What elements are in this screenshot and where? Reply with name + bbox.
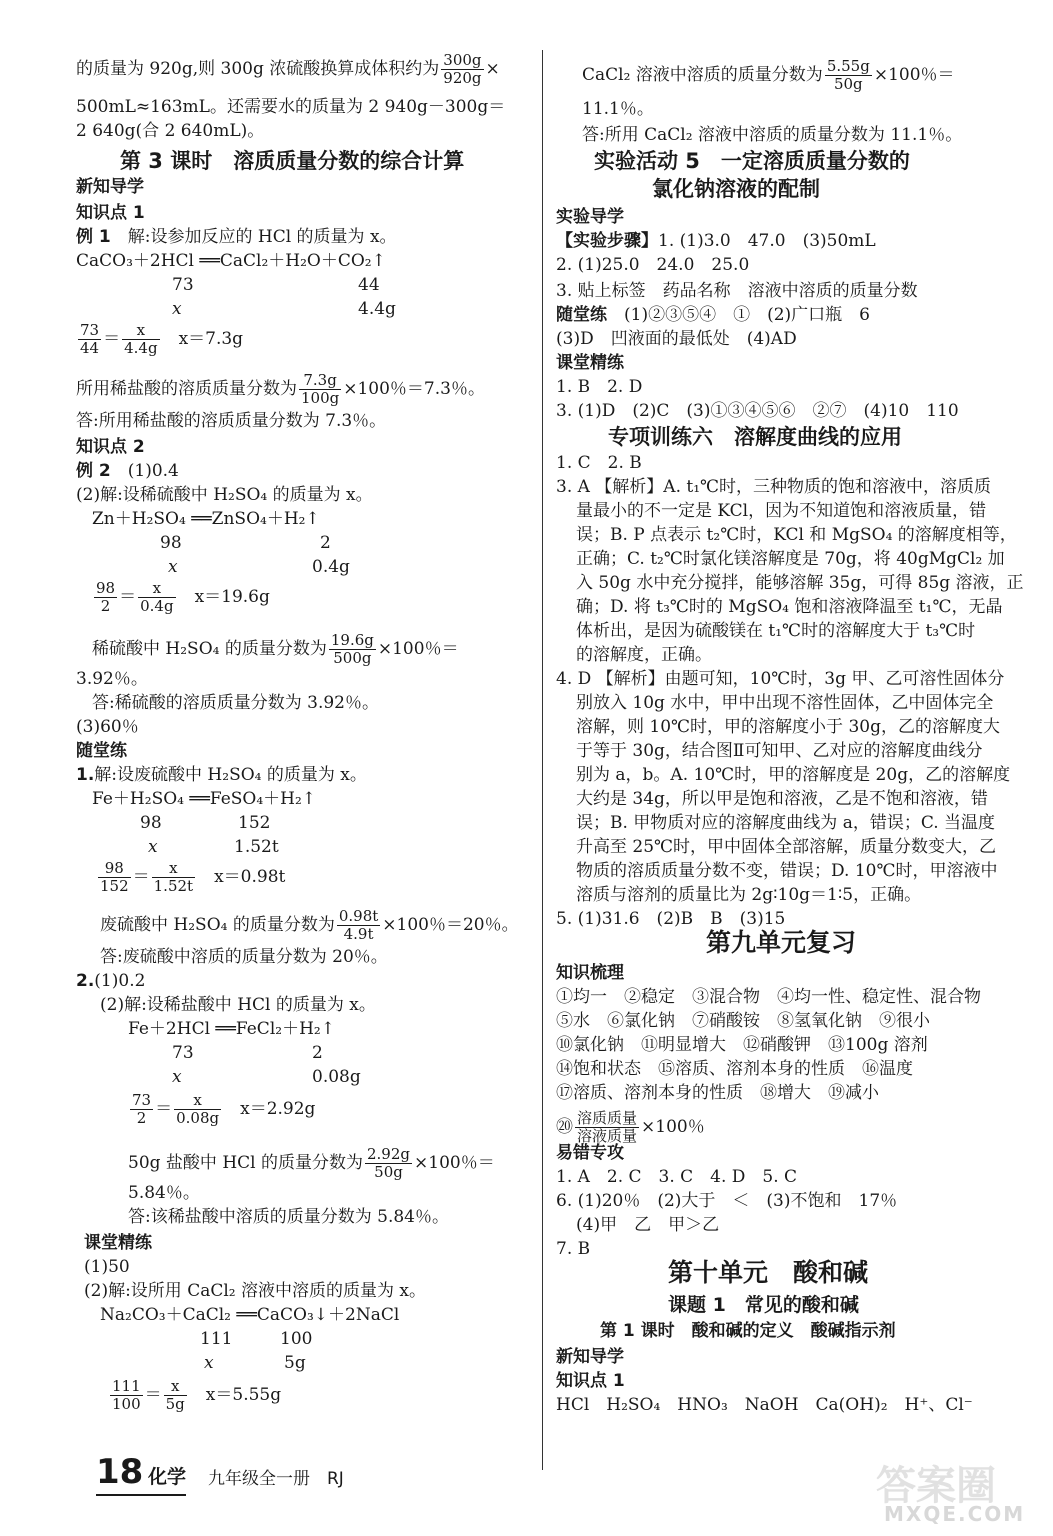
text-line: ⑤水 ⑥氯化钠 ⑦硝酸铵 ⑧氢氧化钠 ⑨很小 [556,1011,930,1031]
text-line: 1. A 2. C 3. C 4. D 5. C [556,1167,798,1187]
text-line: 3. 贴上标签 药品名称 溶液中溶质的质量分数 [556,281,918,301]
section-heading: 易错专攻 [556,1143,624,1163]
text-line: 1. C 2. B [556,453,642,473]
knowledge-point-heading: 知识点 2 [76,437,145,457]
unknown: x [172,1067,182,1087]
text-line: ⑰溶质、溶剂本身的性质 ⑱增大 ⑲减小 [556,1083,879,1103]
percent-line: 废硫酸中 H₂SO₄ 的质量分数为 $\frac{0.98t}{4.9t}$ ×100％＝20％。 [100,907,519,943]
chemical-equation: Fe＋H₂SO₄ ══FeSO₄＋H₂↑ [92,789,317,809]
experiment-title: 氯化钠溶液的配制 [652,177,820,201]
answer-line: 答:所用稀盐酸的溶质质量分数为 7.3％。 [76,411,387,431]
section-heading: 课堂精练 [84,1233,152,1253]
text-line: 5.84％。 [128,1183,200,1203]
text-line: (4)甲 乙 甲＞乙 [576,1215,720,1235]
molar-mass: 2 [312,1043,323,1063]
paragraph-line: 升高至 25℃时，甲中固体全部溶解，质量分数变大，乙 [576,837,997,857]
paragraph-line: 确；D. 将 t₃℃时的 MgSO₄ 饱和溶液降温至 t₁℃，无晶 [576,597,1003,617]
paragraph-line: 4. D 【解析】由题可知，10℃时，3g 甲、乙可溶性固体分 [556,669,1005,689]
lesson-title: 第 3 课时 溶质质量分数的综合计算 [120,149,465,173]
paragraph-line: 的溶解度，正确。 [576,645,712,665]
formula-line: ⑳ $\frac{\text{溶质质量}}{\text{溶液质量}}$ ×100％ [556,1109,705,1145]
answer-line: 答:该稀盐酸中溶质的质量分数为 5.84％。 [128,1207,449,1227]
watermark-url: MXQE.COM [884,1502,1026,1526]
answer-line: 答:废硫酸中溶质的质量分数为 20％。 [100,947,388,967]
text-line: 5. (1)31.6 (2)B B (3)15 [556,909,786,929]
section-heading: 随堂练 [76,741,127,761]
knowledge-point-heading: 知识点 1 [76,203,145,223]
text-line: (2)解:设稀硫酸中 H₂SO₄ 的质量为 x。 [76,485,373,505]
known-mass: 0.08g [312,1067,361,1087]
knowledge-point-heading: 知识点 1 [556,1371,625,1391]
section-heading: 课堂精练 [556,353,624,373]
paragraph-line: 体析出，是因为硫酸镁在 t₁℃时的溶解度大于 t₃℃时 [576,621,976,641]
text-line: 的质量为 920g,则 300g 浓硫酸换算成体积约为 $\frac{300g}{920g}$ × [76,51,500,87]
fraction: $\frac{300g}{920g}$ [443,51,482,87]
text-line: 3. (1)D (2)C (3)①③④⑤⑥ ②⑦ (4)10 110 [556,401,959,421]
paragraph-line: 量最小的不一定是 KCl，因为不知道饱和溶液质量，错 [576,501,987,521]
molar-mass: 98 [160,533,182,553]
text-line: (1)50 [84,1257,130,1277]
chemical-equation: Zn＋H₂SO₄ ══ZnSO₄＋H₂↑ [92,509,320,529]
chemical-equation: Na₂CO₃＋CaCl₂ ══CaCO₃↓＋2NaCl [100,1305,400,1325]
text-line: HCl H₂SO₄ HNO₃ NaOH Ca(OH)₂ H⁺、Cl⁻ [556,1395,973,1415]
text-line: ⑭饱和状态 ⑮溶质、溶剂本身的性质 ⑯温度 [556,1059,913,1079]
known-mass: 4.4g [358,299,396,319]
text-line: 1. B 2. D [556,377,643,397]
text-line: ①均一 ②稳定 ③混合物 ④均一性、稳定性、混合物 [556,987,981,1007]
molar-mass: 2 [320,533,331,553]
paragraph-line: 于等于 30g，结合图Ⅱ可知甲、乙对应的溶解度曲线分 [576,741,983,761]
question-line: 2.(1)0.2 [76,971,146,991]
section-heading: 新知导学 [76,177,144,197]
column-divider [542,50,543,1470]
molar-mass: 152 [238,813,271,833]
percent-line: CaCl₂ 溶液中溶质的质量分数为 $\frac{5.55g}{50g}$ ×100％＝ [582,57,955,93]
unknown: x [204,1353,214,1373]
known-mass: 5g [284,1353,306,1373]
paragraph-line: 溶质与溶剂的质量比为 2g∶10g＝1∶5，正确。 [576,885,922,905]
paragraph-line: 3. A 【解析】A. t₁℃时，三种物质的饱和溶液中，溶质质 [556,477,992,497]
text-line: (2)解:设稀盐酸中 HCl 的质量为 x。 [100,995,376,1015]
experiment-title: 实验活动 5 一定溶质质量分数的 [594,149,910,173]
lesson-title: 第 1 课时 酸和碱的定义 酸碱指示剂 [600,1321,896,1341]
watermark-logo [876,1454,1036,1530]
section-title: 专项训练六 溶解度曲线的应用 [608,425,902,449]
molar-mass: 44 [358,275,380,295]
paragraph-line: 别放入 10g 水中，甲中出现不溶性固体，乙中固体完全 [576,693,994,713]
text-line: 6. (1)20％ (2)大于 ＜ (3)不饱和 17％ [556,1191,898,1211]
molar-mass: 98 [140,813,162,833]
proportion: $\frac{73}{44}$ ＝ $\frac{x}{4.4g}$ x＝7.3g [80,321,244,357]
paragraph-line: 溶解，则 10℃时，甲的溶解度小于 30g，乙的溶解度大 [576,717,1000,737]
example-line: 例 2 (1)0.4 [76,461,179,481]
text-line: ⑩氯化钠 ⑪明显增大 ⑫硝酸钾 ⑬100g 溶剂 [556,1035,928,1055]
footer-rule [96,1494,186,1496]
text-line: 11.1％。 [582,99,654,119]
paragraph-line: 正确；C. t₂℃时氯化镁溶解度是 70g，将 40gMgCl₂ 加 [576,549,1005,569]
answer-line: 答:稀硫酸的溶质质量分数为 3.92％。 [92,693,379,713]
text-line: (3)D 凹液面的最低处 (4)AD [556,329,797,349]
text-line: 500mL≈163mL。还需要水的质量为 2 940g－300g＝ [76,97,506,117]
unit-review-title: 第九单元复习 [706,928,857,957]
page-number: 18 [96,1452,144,1492]
grade-label: 九年级全一册 RJ [208,1469,344,1489]
molar-mass: 73 [172,275,194,295]
unknown: x [168,557,178,577]
subject-label: 化学 [148,1466,187,1488]
paragraph-line: 物质的溶质质量分数不变，错误；D. 10℃时，甲溶液中 [576,861,998,881]
molar-mass: 111 [200,1329,233,1349]
text-line: 2. (1)25.0 24.0 25.0 [556,255,750,275]
text-line: 3.92％。 [76,669,148,689]
watermark-text: 答案圈 [876,1463,996,1509]
text-line: (3)60％ [76,717,139,737]
topic-title: 课题 1 常见的酸和碱 [668,1294,859,1316]
known-mass: 1.52t [234,837,279,857]
molar-mass: 100 [280,1329,313,1349]
percent-line: 所用稀盐酸的溶质质量分数为 $\frac{7.3g}{100g}$ ×100％＝7.3％。 [76,371,485,407]
text-line: 2 640g(合 2 640mL)。 [76,121,265,141]
proportion: $\frac{98}{152}$ ＝ $\frac{x}{1.52t}$ x＝0.98t [100,859,286,895]
unknown: x [148,837,158,857]
section-heading: 知识梳理 [556,963,624,983]
section-heading: 新知导学 [556,1347,624,1367]
text-line: 【实验步骤】1. (1)3.0 47.0 (3)50mL [556,231,876,251]
text-line: 随堂练 (1)②③⑤④ ① (2)广口瓶 6 [556,305,870,325]
text-line: (2)解:设所用 CaCl₂ 溶液中溶质的质量为 x。 [84,1281,427,1301]
paragraph-line: 入 50g 水中充分搅拌，能够溶解 35g，可得 85g 溶液，正 [576,573,1024,593]
example-line: 例 1 解:设参加反应的 HCl 的质量为 x。 [76,227,397,247]
molar-mass: 73 [172,1043,194,1063]
section-heading: 实验导学 [556,207,624,227]
proportion: $\frac{111}{100}$ ＝ $\frac{x}{5g}$ x＝5.55g [112,1377,282,1413]
paragraph-line: 别为 a，b。A. 10℃时，甲的溶解度是 20g，乙的溶解度 [576,765,1011,785]
percent-line: 50g 盐酸中 HCl 的质量分数为 $\frac{2.92g}{50g}$ ×100％＝ [128,1145,495,1181]
paragraph-line: 误；B. 甲物质对应的溶解度曲线为 a，错误；C. 当温度 [576,813,996,833]
paragraph-line: 误；B. P 点表示 t₂℃时，KCl 和 MgSO₄ 的溶解度相等， [576,525,1017,545]
question-line: 1.解:设废硫酸中 H₂SO₄ 的质量为 x。 [76,765,367,785]
known-mass: 0.4g [312,557,350,577]
answer-line: 答:所用 CaCl₂ 溶液中溶质的质量分数为 11.1％。 [582,125,963,145]
unit-title: 第十单元 酸和碱 [668,1258,869,1287]
chemical-equation: Fe＋2HCl ══FeCl₂＋H₂↑ [128,1019,335,1039]
paragraph-line: 大约是 34g，所以甲是饱和溶液，乙是不饱和溶液，错 [576,789,988,809]
unknown: x [172,299,182,319]
proportion: $\frac{73}{2}$ ＝ $\frac{x}{0.08g}$ x＝2.92g [132,1091,316,1127]
text-line: 7. B [556,1239,591,1259]
percent-line: 稀硫酸中 H₂SO₄ 的质量分数为 $\frac{19.6g}{500g}$ ×100％＝ [92,631,459,667]
proportion: $\frac{98}{2}$ ＝ $\frac{x}{0.4g}$ x＝19.6g [96,579,270,615]
chemical-equation: CaCO₃＋2HCl ══CaCl₂＋H₂O＋CO₂↑ [76,251,386,271]
